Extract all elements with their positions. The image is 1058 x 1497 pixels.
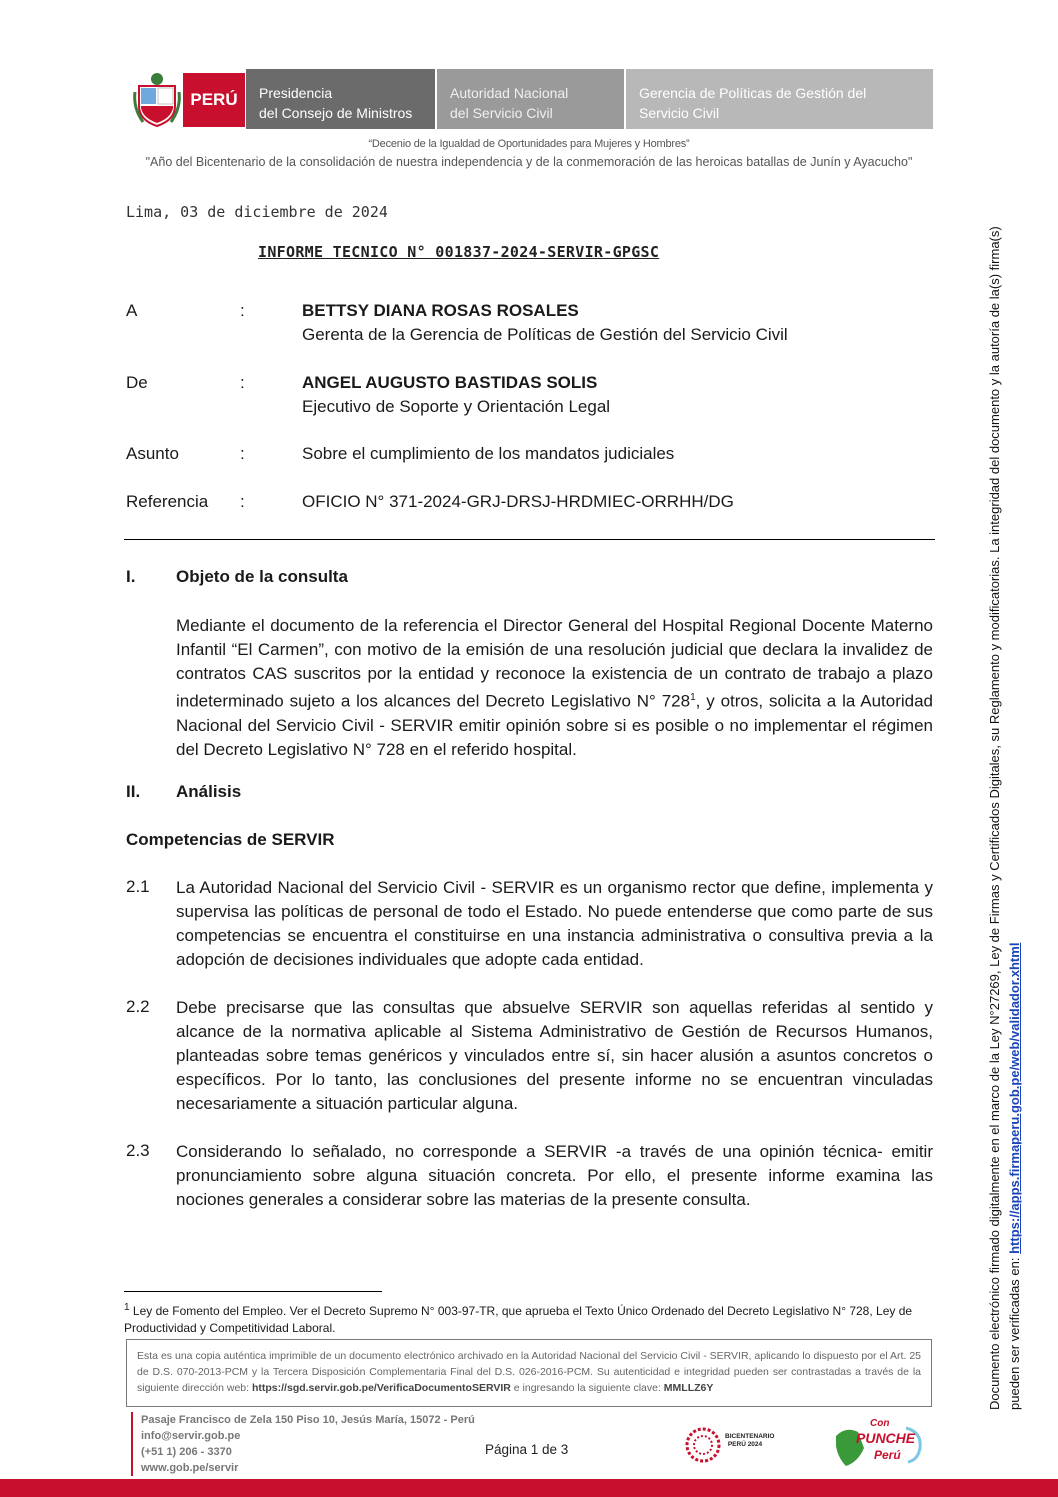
header-entity-gerencia-line2: Servicio Civil (639, 105, 720, 121)
header-entity-gerencia-line1: Gerencia de Políticas de Gestión del (639, 85, 867, 101)
decenio-motto: “Decenio de la Igualdad de Oportunidades para Mujeres y Hombres” (368, 138, 690, 150)
footnote-text: Ley de Fomento del Empleo. Ver el Decreto Supremo N° 003-97-TR, que aprueba el Texto Único Ordenado del Decreto Legislativo N° 728, Ley de Productividad y Competitividad Laboral. (124, 1304, 913, 1335)
contact-address: Pasaje Francisco de Zela 150 Piso 10, Jesús María, 15072 - Perú (141, 1414, 475, 1426)
paragraph-2-2: Debe precisarse que las consultas que absuelve SERVIR son aquellas referidas al sentido y alcance de la normativa aplicable al Sistema Administrativo de Gestión de Recursos Humanos, planteadas sobre temas genéricos y vinculados entre sí, sin hacer alusión a asuntos concretos o específicos. Por lo tanto, las conclusiones del presente informe no se encuentran vinculadas necesariamente a situación particular alguna. (176, 998, 933, 1113)
paragraph-2-1-number: 2.1 (126, 877, 150, 896)
reference-colon: : (240, 492, 245, 511)
section-2-title: Análisis (176, 782, 242, 801)
bicentenario-label: BICENTENARIO PERÚ 2024 (725, 1433, 775, 1448)
bottom-brand-bar (0, 1479, 1058, 1497)
verification-key: MMLLZ6Y (663, 1382, 714, 1394)
paragraph-2-3-number: 2.3 (126, 1141, 150, 1160)
footnote-mark: 1 (124, 1302, 130, 1313)
section-2-number: II. (126, 782, 141, 801)
con-punche-peru-logo (832, 1418, 927, 1470)
to-colon: : (240, 301, 245, 320)
header-entity-gerencia (626, 69, 933, 129)
section-1-number: I. (126, 567, 136, 586)
reference-value: OFICIO N° 371-2024-GRJ-DRSJ-HRDMIEC-ORRHH/DG (302, 492, 734, 511)
to-label: A (126, 301, 138, 320)
to-name: BETTSY DIANA ROSAS ROSALES (302, 301, 579, 320)
digital-signature-note (985, 200, 1025, 1410)
campaign-line3: Perú (874, 1448, 901, 1462)
document-date: Lima, 03 de diciembre de 2024 (126, 203, 388, 221)
from-name: ANGEL AUGUSTO BASTIDAS SOLIS (302, 373, 598, 392)
coat-of-arms-logo (133, 72, 181, 128)
signature-note-text: Documento electrónico firmado digitalmente en el marco de la Ley N°27269, Ley de Firmas y Certificados Digitales, su Reglamento y modificatorias. La integridad del documento y la autoría de la(s) firma(s) pueden ser verificadas en: (987, 226, 1022, 1410)
paragraph-2-3: Considerando lo señalado, no corresponde a SERVIR -a través de una opinión técnica- emitir pronunciamiento sobre alguna situación concreta. Por ello, el presente informe examina las nociones generales a considerar sobre las materias de la presente consulta. (176, 1142, 933, 1209)
authenticity-notice (126, 1339, 932, 1407)
peru-label: PERÚ (190, 90, 238, 109)
paragraph-2-2-number: 2.2 (126, 997, 150, 1016)
subsection-title: Competencias de SERVIR (126, 830, 335, 849)
section-1-paragraph (176, 614, 933, 762)
subject-value: Sobre el cumplimiento de los mandatos judiciales (302, 444, 675, 463)
reference-label: Referencia (126, 492, 209, 511)
paragraph-2-1: La Autoridad Nacional del Servicio Civil - SERVIR es un organismo rector que define, implementa y supervisa las políticas de personal de todo el Estado. No puede entenderse que como parte de sus competencias se encuentra el constituirse en una instancia administrativa o consultiva previa a la adopción de decisiones individuales que adopte cada entidad. (176, 878, 933, 969)
header-entity-pcm-line2: del Consejo de Ministros (259, 105, 413, 121)
section-1-text-a: Mediante el documento de la referencia el Director General del Hospital Regional Docente Materno Infantil “El Carmen”, con motivo de la emisión de una resolución judicial que declara la invalidez de contratos CAS suscritos por la entidad y reconoce la existencia de un contrato de trabajo a plazo indeterminado sujeto a los alcances del Decreto Legislativo N° 728 (176, 616, 933, 711)
from-role: Ejecutivo de Soporte y Orientación Legal (302, 397, 611, 416)
campaign-line1: Con (870, 1418, 890, 1429)
from-label: De (126, 373, 148, 392)
footnote-ref-1: 1 (690, 692, 696, 703)
header-divider (124, 539, 935, 540)
section-1-text-b: , y otros, solicita a la Autoridad Nacional del Servicio Civil - SERVIR emitir opinión sobre si es posible o no implementar el régimen del Decreto Legislativo N° 728 en el referido hospital. (176, 691, 934, 759)
subject-label: Asunto (126, 444, 179, 463)
from-colon: : (240, 373, 245, 392)
verification-url[interactable]: https://sgd.servir.gob.pe/VerificaDocumentoSERVIR (251, 1382, 511, 1394)
authenticity-text-a: Esta es una copia auténtica imprimible de un documento electrónico archivado en la Autoridad Nacional del Servicio Civil - SERVIR, aplicando lo dispuesto por el Art. 25 de D.S. 070-2013-PCM y la Tercera Disposición Complementaria Final del D.S. 026-2016-PCM. Su autenticidad e integridad pueden ser contrastadas a través de la siguiente dirección web: (137, 1350, 921, 1394)
document-title: INFORME TECNICO N° 001837-2024-SERVIR-GPGSC (258, 243, 660, 261)
to-role: Gerenta de la Gerencia de Políticas de Gestión del Servicio Civil (302, 325, 788, 344)
peru-brand-box (183, 73, 245, 127)
contact-phone: (+51 1) 206 - 3370 (141, 1446, 232, 1458)
contact-web[interactable]: www.gob.pe/servir (141, 1462, 239, 1474)
header-entity-pcm (246, 69, 435, 129)
header-entity-pcm-line1: Presidencia (259, 85, 333, 101)
campaign-line2: PUNCHE (856, 1430, 916, 1446)
section-1-title: Objeto de la consulta (176, 567, 348, 586)
validator-link[interactable]: https://apps.firmaperu.gob.pe/web/validador.xhtml (1007, 942, 1022, 1254)
year-motto: "Año del Bicentenario de la consolidación de nuestra independencia y de la conmemoración de las heroicas batallas de Junín y Ayacucho" (145, 155, 913, 169)
page-number: Página 1 de 3 (485, 1442, 569, 1457)
header-entity-servir (437, 69, 624, 129)
footnote-rule (124, 1291, 382, 1292)
authenticity-text-b: e ingresando la siguiente clave: (510, 1382, 664, 1394)
header-entity-servir-line1: Autoridad Nacional (450, 85, 569, 101)
footnote (124, 1299, 934, 1337)
contact-block (131, 1412, 475, 1476)
subject-colon: : (240, 444, 245, 463)
bicentenario-logo (683, 1425, 778, 1465)
contact-email[interactable]: info@servir.gob.pe (141, 1430, 241, 1442)
header-entity-servir-line2: del Servicio Civil (450, 105, 553, 121)
